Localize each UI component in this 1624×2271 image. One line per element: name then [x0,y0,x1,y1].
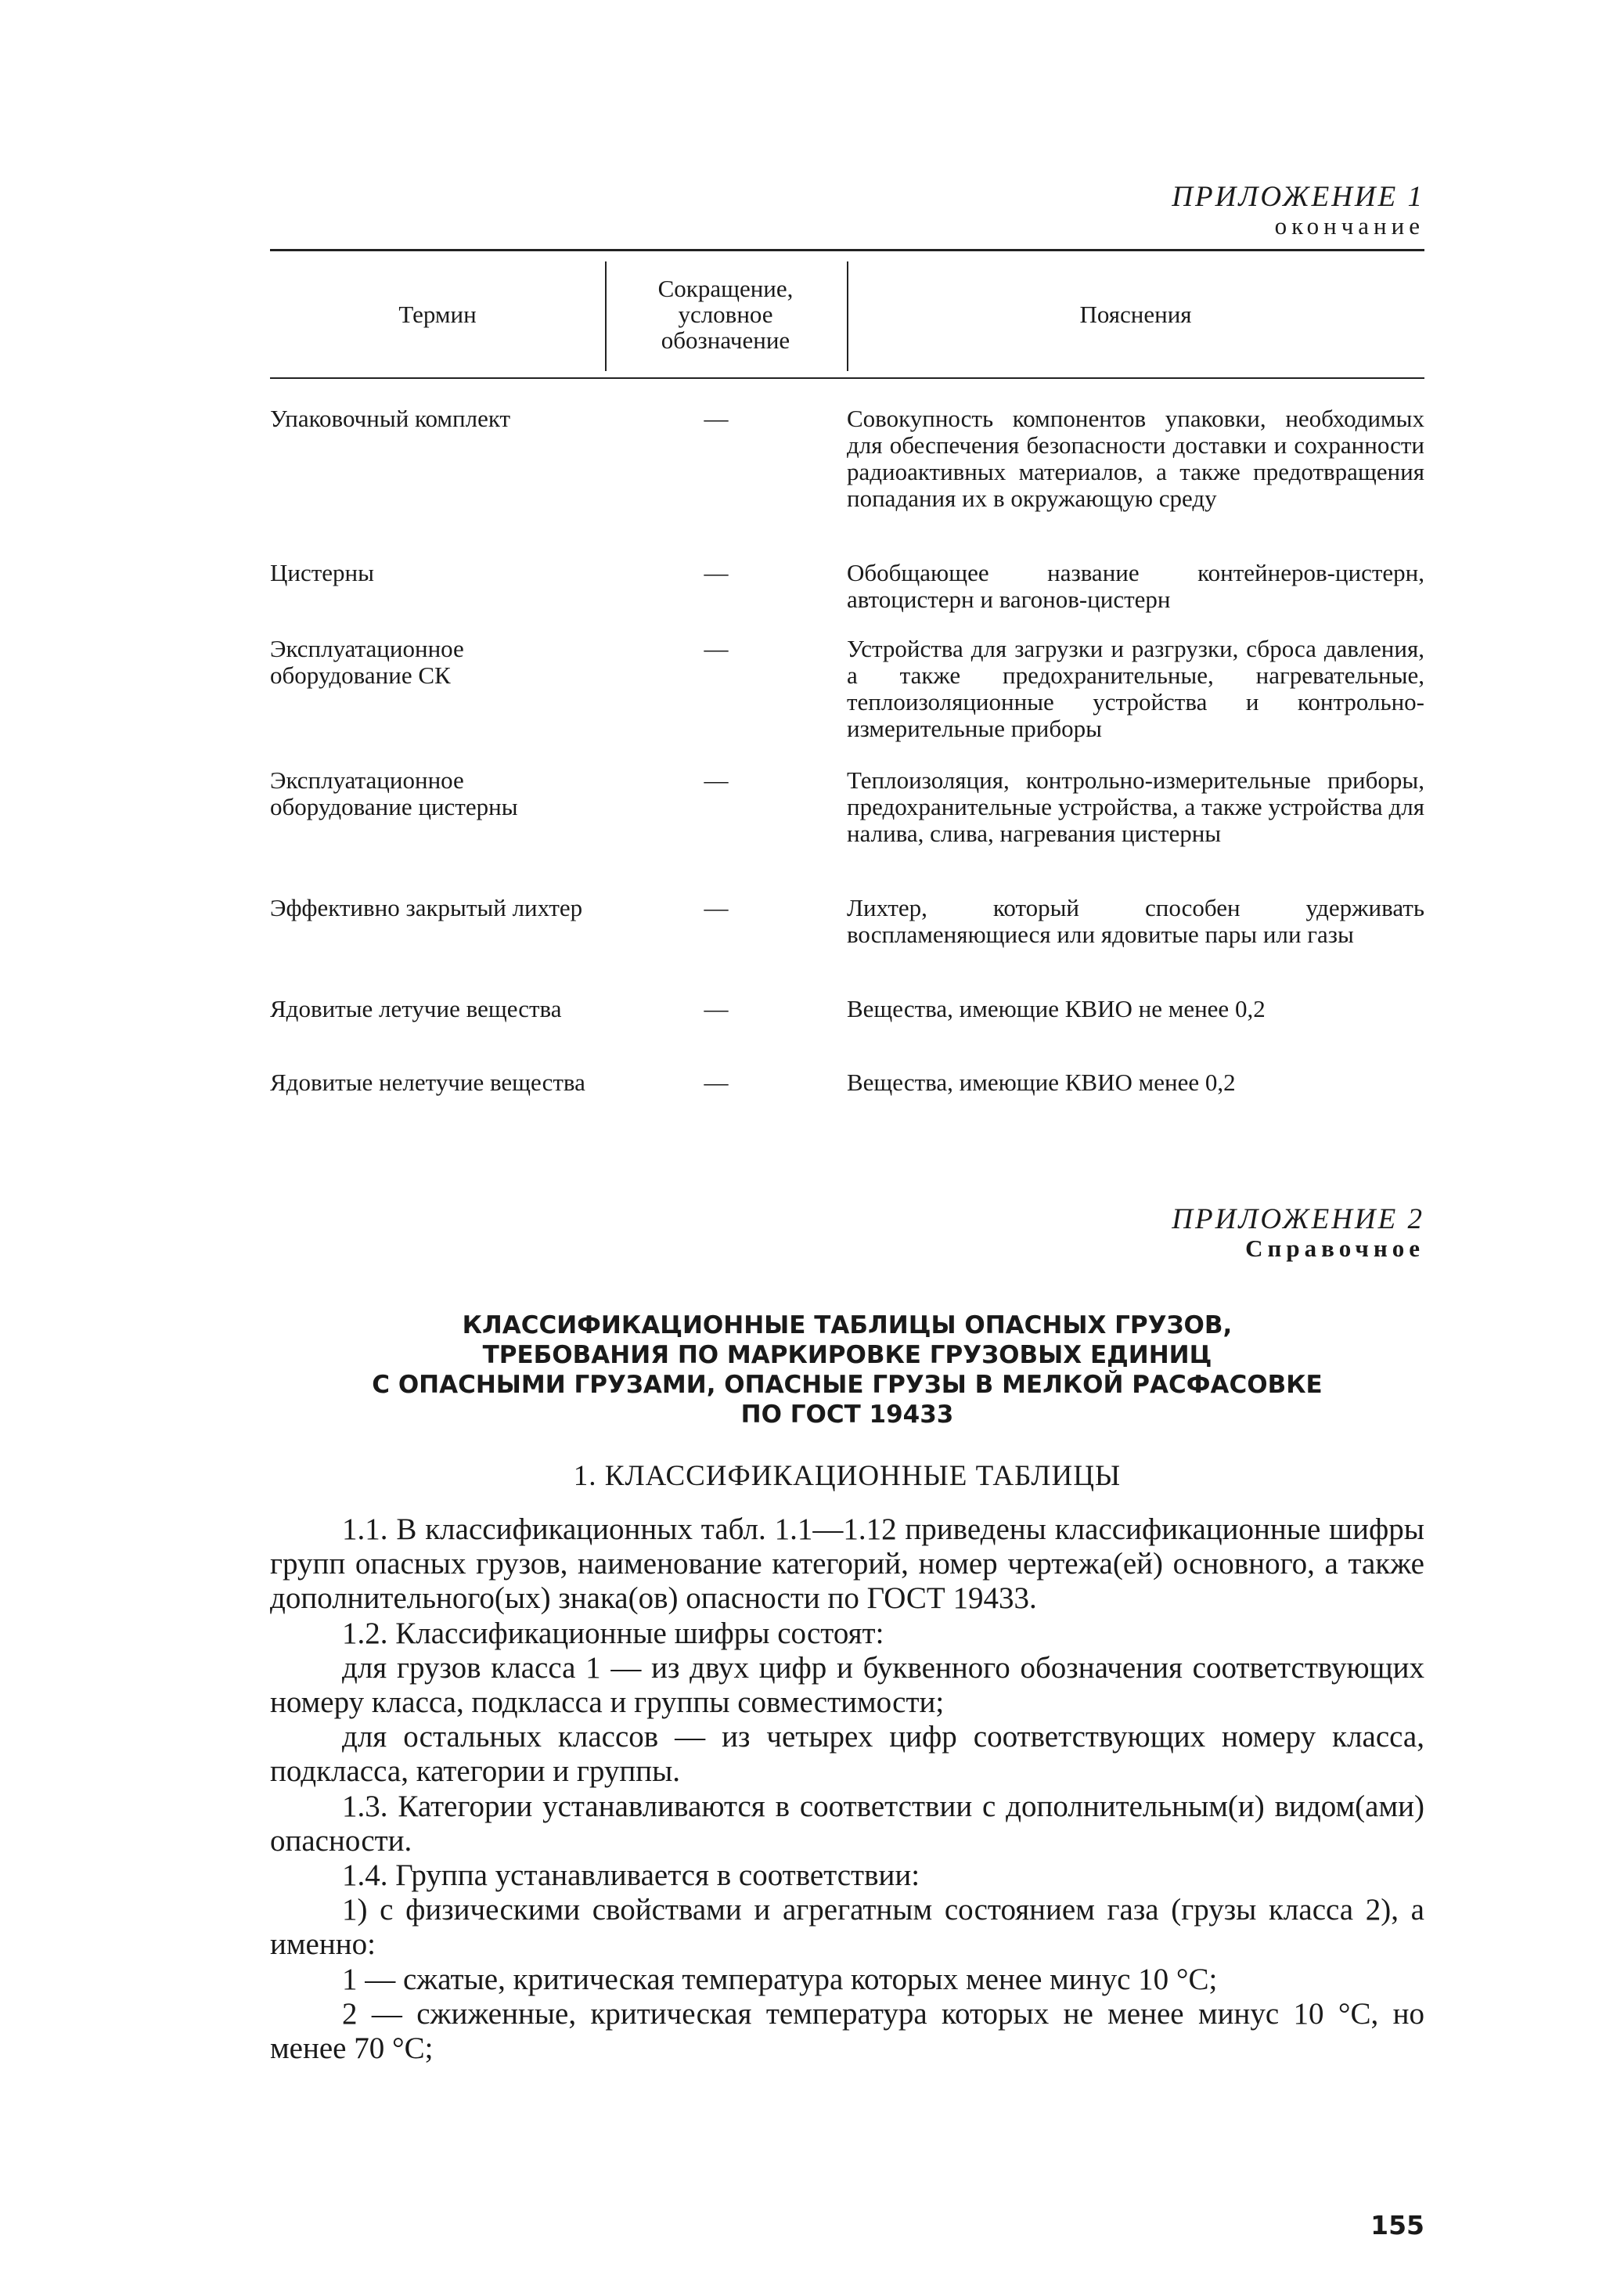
explanation-cell: Устройства для загрузки и разгрузки, сброса давления, а также предохранительные, нагревательные, теплоизоляционные устройства и контрольно-измерительные приборы [847,635,1424,742]
appendix1-header [1172,182,1424,240]
explanation-cell: Лихтер, который способен удерживать воспламеняющиеся или ядовитые пары или газы [847,894,1424,948]
term-cell: Упаковочный комплект [270,405,511,432]
table-header-divider [605,261,607,371]
explanation-cell: Теплоизоляция, контрольно-измерительные приборы, предохранительные устройства, а также устройства для налива, слива, нагревания цистерны [847,766,1424,847]
appendix2-header [1172,1204,1424,1262]
term-cell: Эксплуатационное оборудование цистерны [270,766,518,820]
term-cell: Ядовитые летучие вещества [270,995,562,1022]
paragraph: 1.2. Классификационные шифры состоят: [342,1616,884,1650]
section-title: 1. КЛАССИФИКАЦИОННЫЕ ТАБЛИЦЫ [573,1460,1122,1492]
paragraph: для остальных классов — из четырех цифр соответствующих номеру класса, подкласса, категории и группы. [270,1720,1424,1789]
abbr-cell: — [704,559,729,586]
page-number: 155 [1370,2210,1424,2240]
paragraph: 1.1. В классификационных табл. 1.1—1.12 приведены классификационные шифры групп опасных грузов, наименование категорий, номер чертежа(ей) основного, а также дополнительного(ых) знака(ов) опасности по ГОСТ 19433. [270,1512,1424,1616]
abbr-cell: — [704,995,729,1022]
appendix1-title: ПРИЛОЖЕНИЕ 1 [1172,181,1424,213]
explanation-cell: Вещества, имеющие КВИО менее 0,2 [847,1069,1236,1096]
appendix1-subtitle: окончание [1274,212,1424,240]
table-header-abbr: Сокращение, условное обозначение [657,275,794,354]
paragraph: 1.4. Группа устанавливается в соответствии: [342,1858,920,1893]
table-header-explanation: Пояснения [1079,301,1192,328]
body-text [270,1512,1424,2066]
paragraph: 2 — сжиженные, критическая температура которых не менее минус 10 °С, но менее 70 °С; [270,1996,1424,2066]
explanation-cell: Совокупность компонентов упаковки, необходимых для обеспечения безопасности доставки и сохранности радиоактивных материалов, а также предотвращения попадания их в окружающую среду [847,405,1424,512]
abbr-cell: — [704,894,729,921]
term-cell: Ядовитые нелетучие вещества [270,1069,585,1096]
appendix2-title: ПРИЛОЖЕНИЕ 2 [1172,1203,1424,1235]
heading-line: ТРЕБОВАНИЯ ПО МАРКИРОВКЕ ГРУЗОВЫХ ЕДИНИЦ [482,1341,1212,1369]
heading-line: ПО ГОСТ 19433 [740,1400,954,1429]
paragraph: 1 — сжатые, критическая температура которых менее минус 10 °С; [342,1962,1218,1996]
document-heading [270,1310,1424,1429]
table-top-rule [270,249,1424,251]
term-cell: Цистерны [270,559,374,586]
abbr-cell: — [704,1069,729,1096]
term-cell: Эксплуатационное оборудование СК [270,635,464,689]
explanation-cell: Обобщающее название контейнеров-цистерн, автоцистерн и вагонов-цистерн [847,559,1424,613]
paragraph: для грузов класса 1 — из двух цифр и буквенного обозначения соответствующих номеру класса, подкласса и группы совместимости; [270,1650,1424,1720]
table-header-term: Термин [398,301,477,328]
heading-line: КЛАССИФИКАЦИОННЫЕ ТАБЛИЦЫ ОПАСНЫХ ГРУЗОВ, [462,1311,1233,1339]
abbr-cell: — [704,405,729,432]
paragraph: 1) с физическими свойствами и агрегатным состоянием газа (грузы класса 2), а именно: [270,1893,1424,1962]
explanation-cell: Вещества, имеющие КВИО не менее 0,2 [847,995,1266,1022]
table-header-rule [270,377,1424,379]
appendix2-subtitle: Справочное [1245,1235,1424,1262]
abbr-cell: — [704,635,729,662]
abbr-cell: — [704,766,729,794]
term-cell: Эффективно закрытый лихтер [270,894,583,921]
heading-line: С ОПАСНЫМИ ГРУЗАМИ, ОПАСНЫЕ ГРУЗЫ В МЕЛКОЙ РАСФАСОВКЕ [372,1371,1323,1399]
paragraph: 1.3. Категории устанавливаются в соответствии с дополнительным(и) видом(ами) опасности. [270,1789,1424,1858]
document-page [270,0,1424,2271]
